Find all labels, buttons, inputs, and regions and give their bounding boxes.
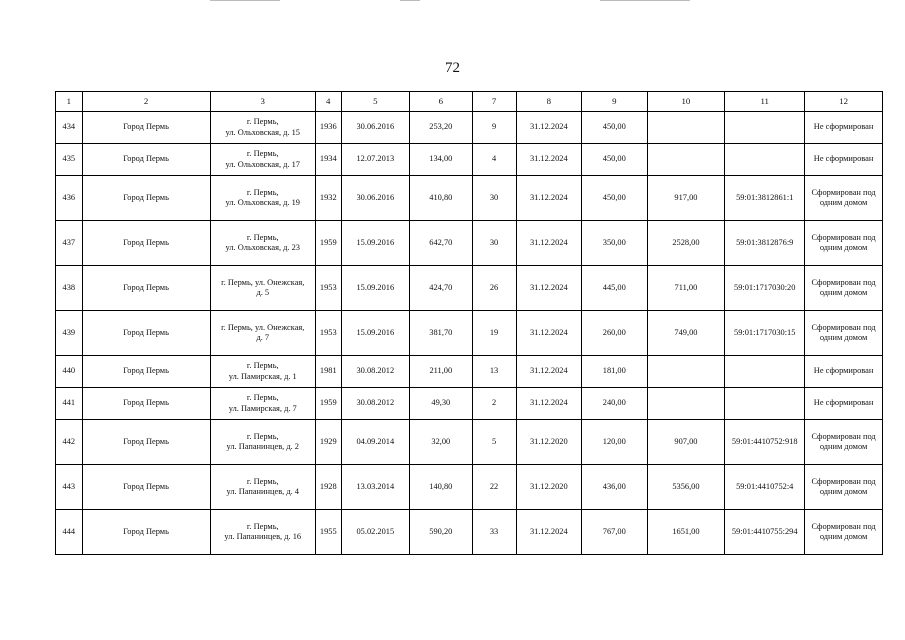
cell-status: Не сформирован (805, 388, 883, 420)
cell-deadline: 31.12.2024 (516, 221, 582, 266)
cell-address (210, 221, 315, 266)
table-row (56, 356, 883, 388)
cell-count: 4 (472, 144, 516, 176)
address-line: г. Пермь, (246, 117, 279, 126)
address-line: ул. Папанинцев, д. 16 (224, 532, 302, 541)
cell-v10: 749,00 (647, 311, 725, 356)
cell-count: 26 (472, 266, 516, 311)
column-header: 8 (516, 92, 582, 112)
cell-count: 9 (472, 112, 516, 144)
cell-date: 15.09.2016 (341, 266, 410, 311)
table-row (56, 144, 883, 176)
cell-cad: 59:01:4410752:918 (725, 420, 805, 465)
address-line: г. Пермь, (246, 393, 279, 402)
table-row (56, 465, 883, 510)
cell-v9: 767,00 (582, 510, 648, 555)
cell-address (210, 465, 315, 510)
cell-v10 (647, 144, 725, 176)
address-line: ул. Ольховская, д. 17 (225, 159, 300, 169)
cell-deadline: 31.12.2024 (516, 356, 582, 388)
cell-v10: 711,00 (647, 266, 725, 311)
cell-status: Не сформирован (805, 144, 883, 176)
cell-city: Город Пермь (82, 420, 210, 465)
address-line: ул. Памирская, д. 1 (228, 371, 297, 381)
cell-count: 19 (472, 311, 516, 356)
cell-status: Сформирован под одним домом (805, 465, 883, 510)
column-header: 10 (647, 92, 725, 112)
cell-deadline: 31.12.2024 (516, 266, 582, 311)
cell-address (210, 266, 315, 311)
cell-area: 424,70 (410, 266, 472, 311)
data-table (55, 91, 883, 555)
cell-deadline: 31.12.2024 (516, 176, 582, 221)
scan-edge-line (400, 0, 420, 1)
cell-cad: 59:01:1717030:20 (725, 266, 805, 311)
page-number: 72 (445, 60, 460, 76)
cell-count: 13 (472, 356, 516, 388)
cell-deadline: 31.12.2024 (516, 388, 582, 420)
cell-v10 (647, 356, 725, 388)
cell-count: 30 (472, 176, 516, 221)
cell-city: Город Пермь (82, 311, 210, 356)
cell-n: 443 (56, 465, 83, 510)
cell-date: 05.02.2015 (341, 510, 410, 555)
cell-v9: 260,00 (582, 311, 648, 356)
cell-date: 15.09.2016 (341, 311, 410, 356)
cell-area: 381,70 (410, 311, 472, 356)
cell-count: 5 (472, 420, 516, 465)
cell-v9: 436,00 (582, 465, 648, 510)
cell-city: Город Пермь (82, 144, 210, 176)
cell-n: 438 (56, 266, 83, 311)
cell-address (210, 356, 315, 388)
cell-cad: 59:01:4410752:4 (725, 465, 805, 510)
cell-v10: 5356,00 (647, 465, 725, 510)
cell-date: 15.09.2016 (341, 221, 410, 266)
address-line: г. Пермь, (246, 476, 279, 486)
cell-area: 49,30 (410, 388, 472, 420)
cell-city: Город Пермь (82, 266, 210, 311)
cell-deadline: 31.12.2020 (516, 420, 582, 465)
cell-date: 04.09.2014 (341, 420, 410, 465)
cell-status: Не сформирован (805, 112, 883, 144)
address-line: г. Пермь, (246, 232, 279, 242)
table-row (56, 112, 883, 144)
cell-city: Город Пермь (82, 112, 210, 144)
cell-v10: 1651,00 (647, 510, 725, 555)
address-line: г. Пермь, (246, 187, 279, 197)
table-row (56, 388, 883, 420)
address-line: д. 5 (256, 288, 270, 297)
cell-address (210, 388, 315, 420)
cell-n: 444 (56, 510, 83, 555)
cell-n: 434 (56, 112, 83, 144)
cell-deadline: 31.12.2024 (516, 311, 582, 356)
table-header-row (56, 92, 883, 112)
cell-year: 1955 (315, 510, 341, 555)
cell-count: 30 (472, 221, 516, 266)
cell-year: 1981 (315, 356, 341, 388)
cell-address (210, 510, 315, 555)
cell-v10: 907,00 (647, 420, 725, 465)
scan-edge-line (600, 0, 690, 1)
table-row (56, 510, 883, 555)
address-line: ул. Папанинцев, д. 4 (226, 487, 299, 496)
cell-area: 642,70 (410, 221, 472, 266)
cell-city: Город Пермь (82, 356, 210, 388)
cell-year: 1953 (315, 266, 341, 311)
column-header: 11 (725, 92, 805, 112)
cell-status: Сформирован под одним домом (805, 266, 883, 311)
address-line: г. Пермь, ул. Онежская, (221, 277, 305, 287)
table-row (56, 266, 883, 311)
cell-v9: 240,00 (582, 388, 648, 420)
cell-deadline: 31.12.2024 (516, 510, 582, 555)
address-line: ул. Папанинцев, д. 2 (226, 442, 299, 451)
cell-address (210, 420, 315, 465)
cell-area: 140,80 (410, 465, 472, 510)
address-line: г. Пермь, (246, 521, 279, 531)
cell-v9: 445,00 (582, 266, 648, 311)
address-line: ул. Памирская, д. 7 (228, 403, 297, 413)
cell-v9: 450,00 (582, 176, 648, 221)
cell-year: 1932 (315, 176, 341, 221)
cell-n: 442 (56, 420, 83, 465)
address-line: г. Пермь, (246, 361, 279, 370)
cell-address (210, 176, 315, 221)
cell-v9: 120,00 (582, 420, 648, 465)
cell-city: Город Пермь (82, 221, 210, 266)
cell-v10 (647, 388, 725, 420)
cell-city: Город Пермь (82, 388, 210, 420)
cell-deadline: 31.12.2024 (516, 112, 582, 144)
scan-edge-line (210, 0, 280, 1)
cell-n: 437 (56, 221, 83, 266)
cell-date: 30.06.2016 (341, 176, 410, 221)
cell-status: Сформирован под одним домом (805, 221, 883, 266)
column-header: 5 (341, 92, 410, 112)
cell-v9: 350,00 (582, 221, 648, 266)
column-header: 1 (56, 92, 83, 112)
cell-city: Город Пермь (82, 465, 210, 510)
table-row (56, 176, 883, 221)
cell-v10: 2528,00 (647, 221, 725, 266)
cell-deadline: 31.12.2020 (516, 465, 582, 510)
cell-year: 1953 (315, 311, 341, 356)
cell-n: 440 (56, 356, 83, 388)
cell-v10 (647, 112, 725, 144)
cell-v10: 917,00 (647, 176, 725, 221)
column-header: 2 (82, 92, 210, 112)
cell-cad (725, 112, 805, 144)
column-header: 4 (315, 92, 341, 112)
cell-v9: 450,00 (582, 144, 648, 176)
column-header: 6 (410, 92, 472, 112)
cell-cad (725, 388, 805, 420)
cell-year: 1929 (315, 420, 341, 465)
cell-status: Сформирован под одним домом (805, 176, 883, 221)
cell-date: 12.07.2013 (341, 144, 410, 176)
cell-cad (725, 144, 805, 176)
cell-date: 13.03.2014 (341, 465, 410, 510)
column-header: 3 (210, 92, 315, 112)
cell-status: Не сформирован (805, 356, 883, 388)
cell-cad: 59:01:3812876:9 (725, 221, 805, 266)
cell-n: 441 (56, 388, 83, 420)
cell-year: 1936 (315, 112, 341, 144)
cell-area: 410,80 (410, 176, 472, 221)
table-row (56, 221, 883, 266)
cell-area: 253,20 (410, 112, 472, 144)
address-line: ул. Ольховская, д. 23 (225, 243, 300, 252)
cell-status: Сформирован под одним домом (805, 510, 883, 555)
cell-area: 211,00 (410, 356, 472, 388)
cell-cad: 59:01:3812861:1 (725, 176, 805, 221)
cell-address (210, 112, 315, 144)
address-line: г. Пермь, (246, 431, 279, 441)
cell-city: Город Пермь (82, 176, 210, 221)
cell-n: 436 (56, 176, 83, 221)
cell-year: 1928 (315, 465, 341, 510)
column-header: 12 (805, 92, 883, 112)
cell-year: 1959 (315, 221, 341, 266)
cell-area: 590,20 (410, 510, 472, 555)
cell-status: Сформирован под одним домом (805, 420, 883, 465)
cell-deadline: 31.12.2024 (516, 144, 582, 176)
cell-year: 1959 (315, 388, 341, 420)
address-line: ул. Ольховская, д. 15 (225, 127, 300, 137)
cell-date: 30.08.2012 (341, 356, 410, 388)
address-line: г. Пермь, (246, 149, 279, 158)
cell-cad: 59:01:1717030:15 (725, 311, 805, 356)
cell-year: 1934 (315, 144, 341, 176)
cell-date: 30.08.2012 (341, 388, 410, 420)
column-header: 9 (582, 92, 648, 112)
cell-count: 2 (472, 388, 516, 420)
cell-address (210, 144, 315, 176)
table-row (56, 420, 883, 465)
address-line: ул. Ольховская, д. 19 (225, 198, 300, 207)
cell-count: 22 (472, 465, 516, 510)
cell-address (210, 311, 315, 356)
cell-city: Город Пермь (82, 510, 210, 555)
cell-area: 134,00 (410, 144, 472, 176)
cell-count: 33 (472, 510, 516, 555)
cell-v9: 450,00 (582, 112, 648, 144)
cell-n: 439 (56, 311, 83, 356)
cell-v9: 181,00 (582, 356, 648, 388)
cell-area: 32,00 (410, 420, 472, 465)
cell-n: 435 (56, 144, 83, 176)
cell-date: 30.06.2016 (341, 112, 410, 144)
cell-status: Сформирован под одним домом (805, 311, 883, 356)
cell-cad (725, 356, 805, 388)
table-row (56, 311, 883, 356)
cell-cad: 59:01:4410755:294 (725, 510, 805, 555)
address-line: д. 7 (256, 333, 270, 342)
address-line: г. Пермь, ул. Онежская, (221, 322, 305, 332)
column-header: 7 (472, 92, 516, 112)
